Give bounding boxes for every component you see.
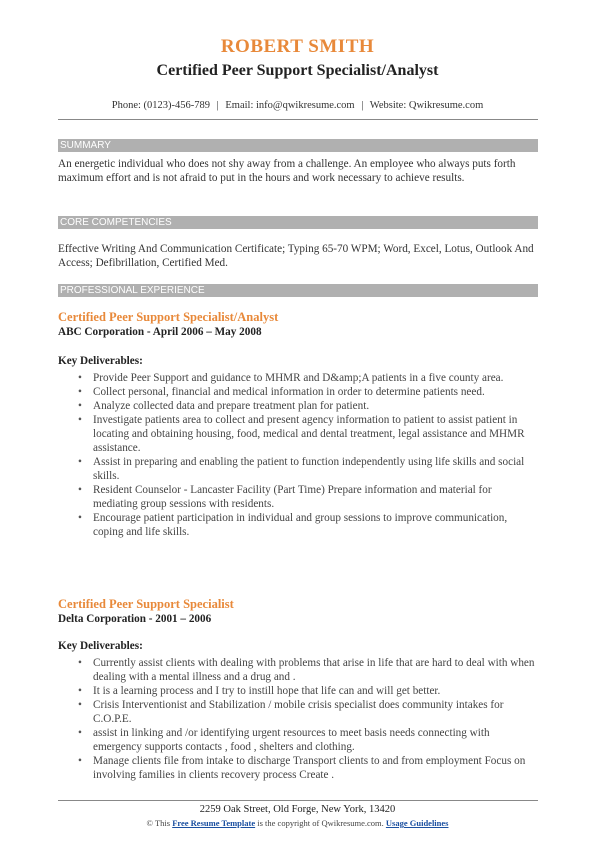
list-item: • Crisis Interventionist and Stabilization / mobile crisis specialist does community intakes for C.O.P.E. [58,698,538,726]
contact-separator: | [216,100,219,111]
list-item: • Investigate patients area to collect and present agency information to patient to assist patient in locating and obtaining housing, food, medical and dental treatment, legal assistance and MHMR assistance. [58,413,538,455]
list-item: • Assist in preparing and enabling the patient to function independently using life skills and social skills. [58,455,538,483]
job-company: Delta Corporation - 2001 – 2006 [58,613,212,625]
key-deliverables-label: Key Deliverables: [58,355,143,367]
contact-line [0,100,595,111]
copyright-middle: is the copyright of Qwikresume.com. [257,818,384,828]
competencies-heading: CORE COMPETENCIES [58,216,538,229]
usage-guidelines-link[interactable]: Usage Guidelines [385,818,449,828]
summary-text: An energetic individual who does not shy away from a challenge. An employee who always puts forth maximum effort and is not afraid to put in the hours and work necessary to achieve results. [58,158,516,184]
copyright-prefix: © This [146,818,171,828]
job-title: Certified Peer Support Specialist/Analyst [58,310,279,324]
list-item: • Manage clients file from intake to discharge Transport clients to and from employment Focus on involving families in clients recovery process Create . [58,754,538,782]
list-item: • Collect personal, financial and medical information in order to determine patients need. [58,385,538,399]
candidate-name: ROBERT SMITH [220,36,375,57]
key-deliverables-label: Key Deliverables: [58,640,143,652]
list-item: • assist in linking and /or identifying urgent resources to meet basis needs connecting with emergency supports contacts , food , shelters and clothing. [58,726,538,754]
list-item: • Encourage patient participation in individual and group sessions to improve communication, coping and life skills. [58,511,538,539]
competencies-text: Effective Writing And Communication Certificate; Typing 65-70 WPM; Word, Excel, Lotus, Outlook And Access; Defibrillation, Certified Med. [58,243,534,269]
job-title: Certified Peer Support Specialist [58,597,234,611]
job-bullets [58,371,538,539]
contact-phone: Phone: (0123)-456-789 [111,100,211,111]
contact-separator: | [361,100,364,111]
candidate-title: Certified Peer Support Specialist/Analyst [156,62,439,79]
list-item: • It is a learning process and I try to instill hope that life can and will get better. [58,684,538,698]
contact-website: Website: Qwikresume.com [369,100,484,111]
contact-email: Email: info@qwikresume.com [225,100,355,111]
footer-address: 2259 Oak Street, Old Forge, New York, 13420 [199,804,396,815]
free-resume-template-link[interactable]: Free Resume Template [172,818,256,828]
list-item: • Provide Peer Support and guidance to MHMR and D&amp;A patients in a five county area. [58,371,538,385]
footer-copyright [0,818,595,828]
list-item: • Analyze collected data and prepare treatment plan for patient. [58,399,538,413]
summary-heading: SUMMARY [58,139,538,152]
list-item: • Resident Counselor - Lancaster Facility (Part Time) Prepare information and material for mediating group sessions with residents. [58,483,538,511]
list-item: • Currently assist clients with dealing with problems that arise in life that are hard to deal with when dealing with a mental illness and a drug and . [58,656,538,684]
header-divider [58,119,538,120]
footer-divider [58,800,538,801]
job-bullets [58,656,538,782]
job-company: ABC Corporation - April 2006 – May 2008 [58,326,262,338]
experience-heading: PROFESSIONAL EXPERIENCE [58,284,538,297]
